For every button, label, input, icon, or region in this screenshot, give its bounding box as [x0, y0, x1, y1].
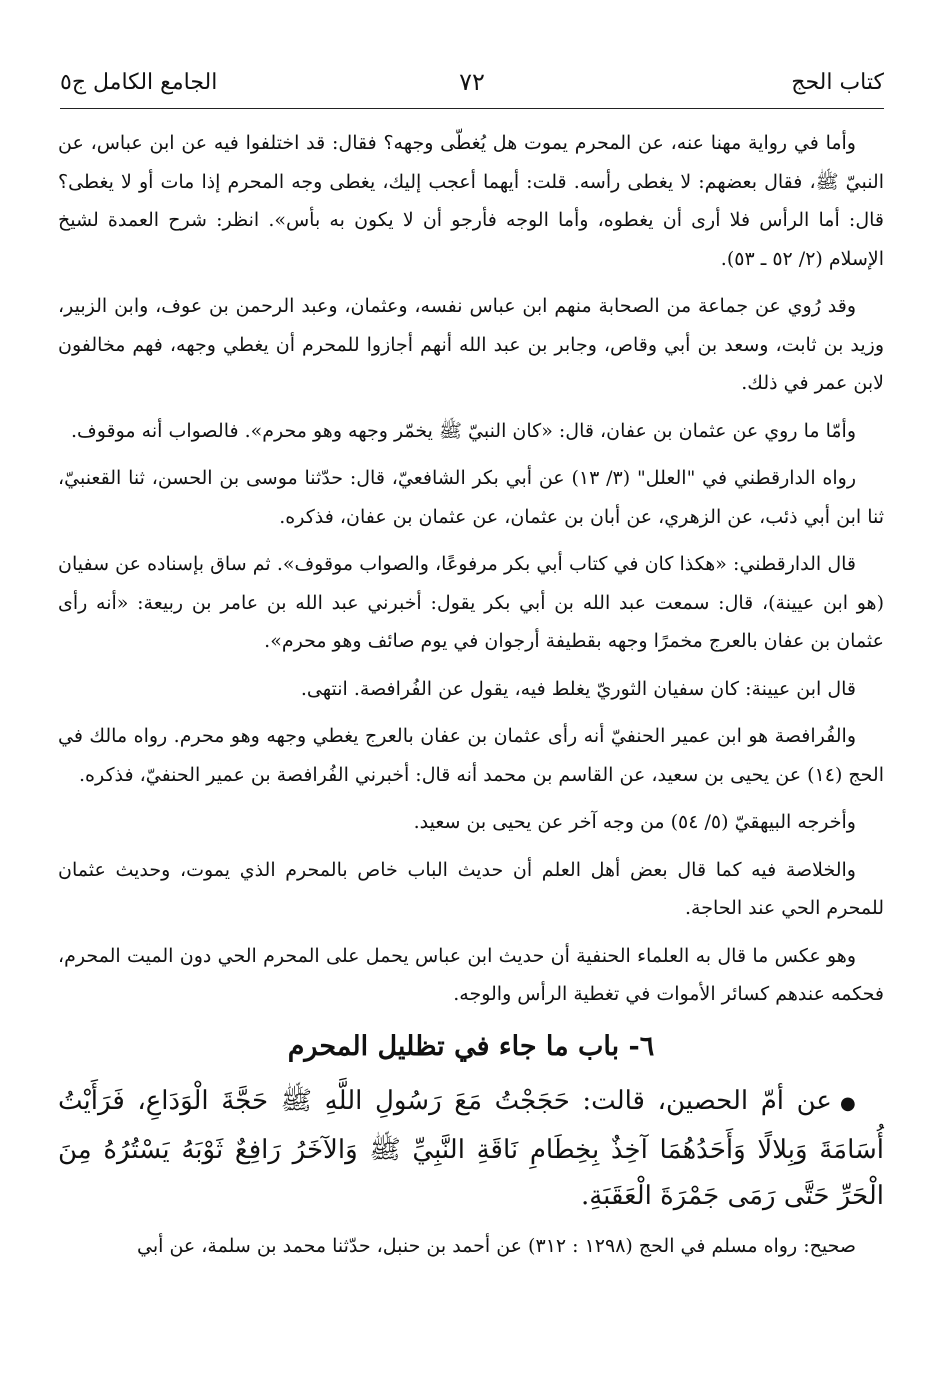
- bullet-icon: ●: [839, 1092, 860, 1114]
- closing-paragraph: صحيح: رواه مسلم في الحج (١٢٩٨ : ٣١٢) عن أحمد بن حنبل، حدّثنا محمد بن سلمة، عن أبي: [137, 1234, 856, 1257]
- header-chapter-title: كتاب الحج: [791, 70, 884, 95]
- header-book-title: الجامع الكامل ج٥: [60, 70, 218, 95]
- paragraph: وهو عكس ما قال به العلماء الحنفية أن حديث ابن عباس يحمل على المحرم الحي دون الميت المحرم، فحكمه عندهم كسائر الأموات في تغطية الرأس والوجه.: [58, 944, 884, 1005]
- paragraph: وقد رُوي عن جماعة من الصحابة منهم ابن عباس نفسه، وعثمان، وعبد الرحمن بن عوف، وابن الزبير، وزيد بن ثابت، وسعد بن أبي وقاص، وجابر بن عبد الله أنهم أجازوا للمحرم أن يغطي وجهه، فهم مخالفون لابن عمر في ذلك.: [58, 295, 884, 394]
- paragraph: قال ابن عيينة: كان سفيان الثوريّ يغلط فيه، يقول عن الفُرافصة. انتهى.: [300, 677, 856, 700]
- paragraph: وأخرجه البيهقيّ (٥/ ٥٤) من وجه آخر عن يحيى بن سعيد.: [413, 811, 856, 833]
- hadith-text: [58, 1078, 884, 1219]
- page-body: [58, 124, 884, 1265]
- paragraph: وأمّا ما روي عن عثمان بن عفان، قال: «كان النبيّ ﷺ يخمّر وجهه وهو محرم». فالصواب أنه موقوف.: [70, 419, 856, 442]
- paragraph: وأما في رواية مهنا عنه، عن المحرم يموت هل يُغطّى وجهه؟ فقال: قد اختلفوا فيه عن ابن عباس، عن النبيّ ﷺ، فقال بعضهم: لا يغطى رأسه. قلت: أيهما أعجب إليك، يغطى وجه المحرم إذا مات أو لا يغطى؟ قال: أما الرأس فلا أرى أن يغطوه، وأما الوجه فأرجو أن لا يكون به بأس». انظر: شرح العمدة لشيخ الإسلام (٢/ ٥٢ ـ ٥٣).: [58, 132, 884, 270]
- section-title: ٦- باب ما جاء في تظليل المحرم: [287, 1030, 655, 1062]
- hadith-body: عن أمّ الحصين، قالت: حَجَجْتُ مَعَ رَسُولِ اللَّهِ ﷺ حَجَّةَ الْوَدَاعِ، فَرَأَيْتُ أُسَامَةَ وَبِلالًا وَأَحَدُهُمَا آخِذٌ بِخِطَامِ نَاقَةِ النَّبِيِّ ﷺ وَالآخَرُ رَافِعٌ ثَوْبَهُ يَسْتُرُهُ مِنَ الْحَرِّ حَتَّى رَمَى جَمْرَةَ الْعَقَبَةِ.: [58, 1085, 884, 1211]
- paragraph: والخلاصة فيه كما قال بعض أهل العلم أن حديث الباب خاص بالمحرم الذي يموت، وحديث عثمان للمحرم الحي عند الحاجة.: [58, 858, 884, 919]
- paragraph: والفُرافصة هو ابن عمير الحنفيّ أنه رأى عثمان بن عفان بالعرج يغطي وجهه وهو محرم. رواه مالك في الحج (١٤) عن يحيى بن سعيد، عن القاسم بن محمد أنه قال: أخبرني الفُرافصة بن عمير الحنفيّ، فذكره.: [58, 725, 884, 786]
- page-number: ٧٢: [459, 68, 485, 96]
- page-header: [60, 64, 884, 109]
- paragraph: قال الدارقطني: «هكذا كان في كتاب أبي بكر مرفوعًا، والصواب موقوف». ثم ساق بإسناده عن سفيان (هو ابن عيينة)، قال: سمعت عبد الله بن أبي بكر يقول: أخبرني عبد الله بن عامر بن ربيعة: «أنه رأى عثمان بن عفان بالعرج مخمرًا وجهه بقطيفة أرجوان في يوم صائف وهو محرم».: [58, 553, 884, 652]
- paragraph: رواه الدارقطني في "العلل" (٣/ ١٣) عن أبي بكر الشافعيّ، قال: حدّثنا موسى بن الحسن، ثنا القعنبيّ، ثنا ابن أبي ذئب، عن الزهري، عن أبان بن عثمان، عن عثمان بن عفان، فذكره.: [58, 467, 884, 528]
